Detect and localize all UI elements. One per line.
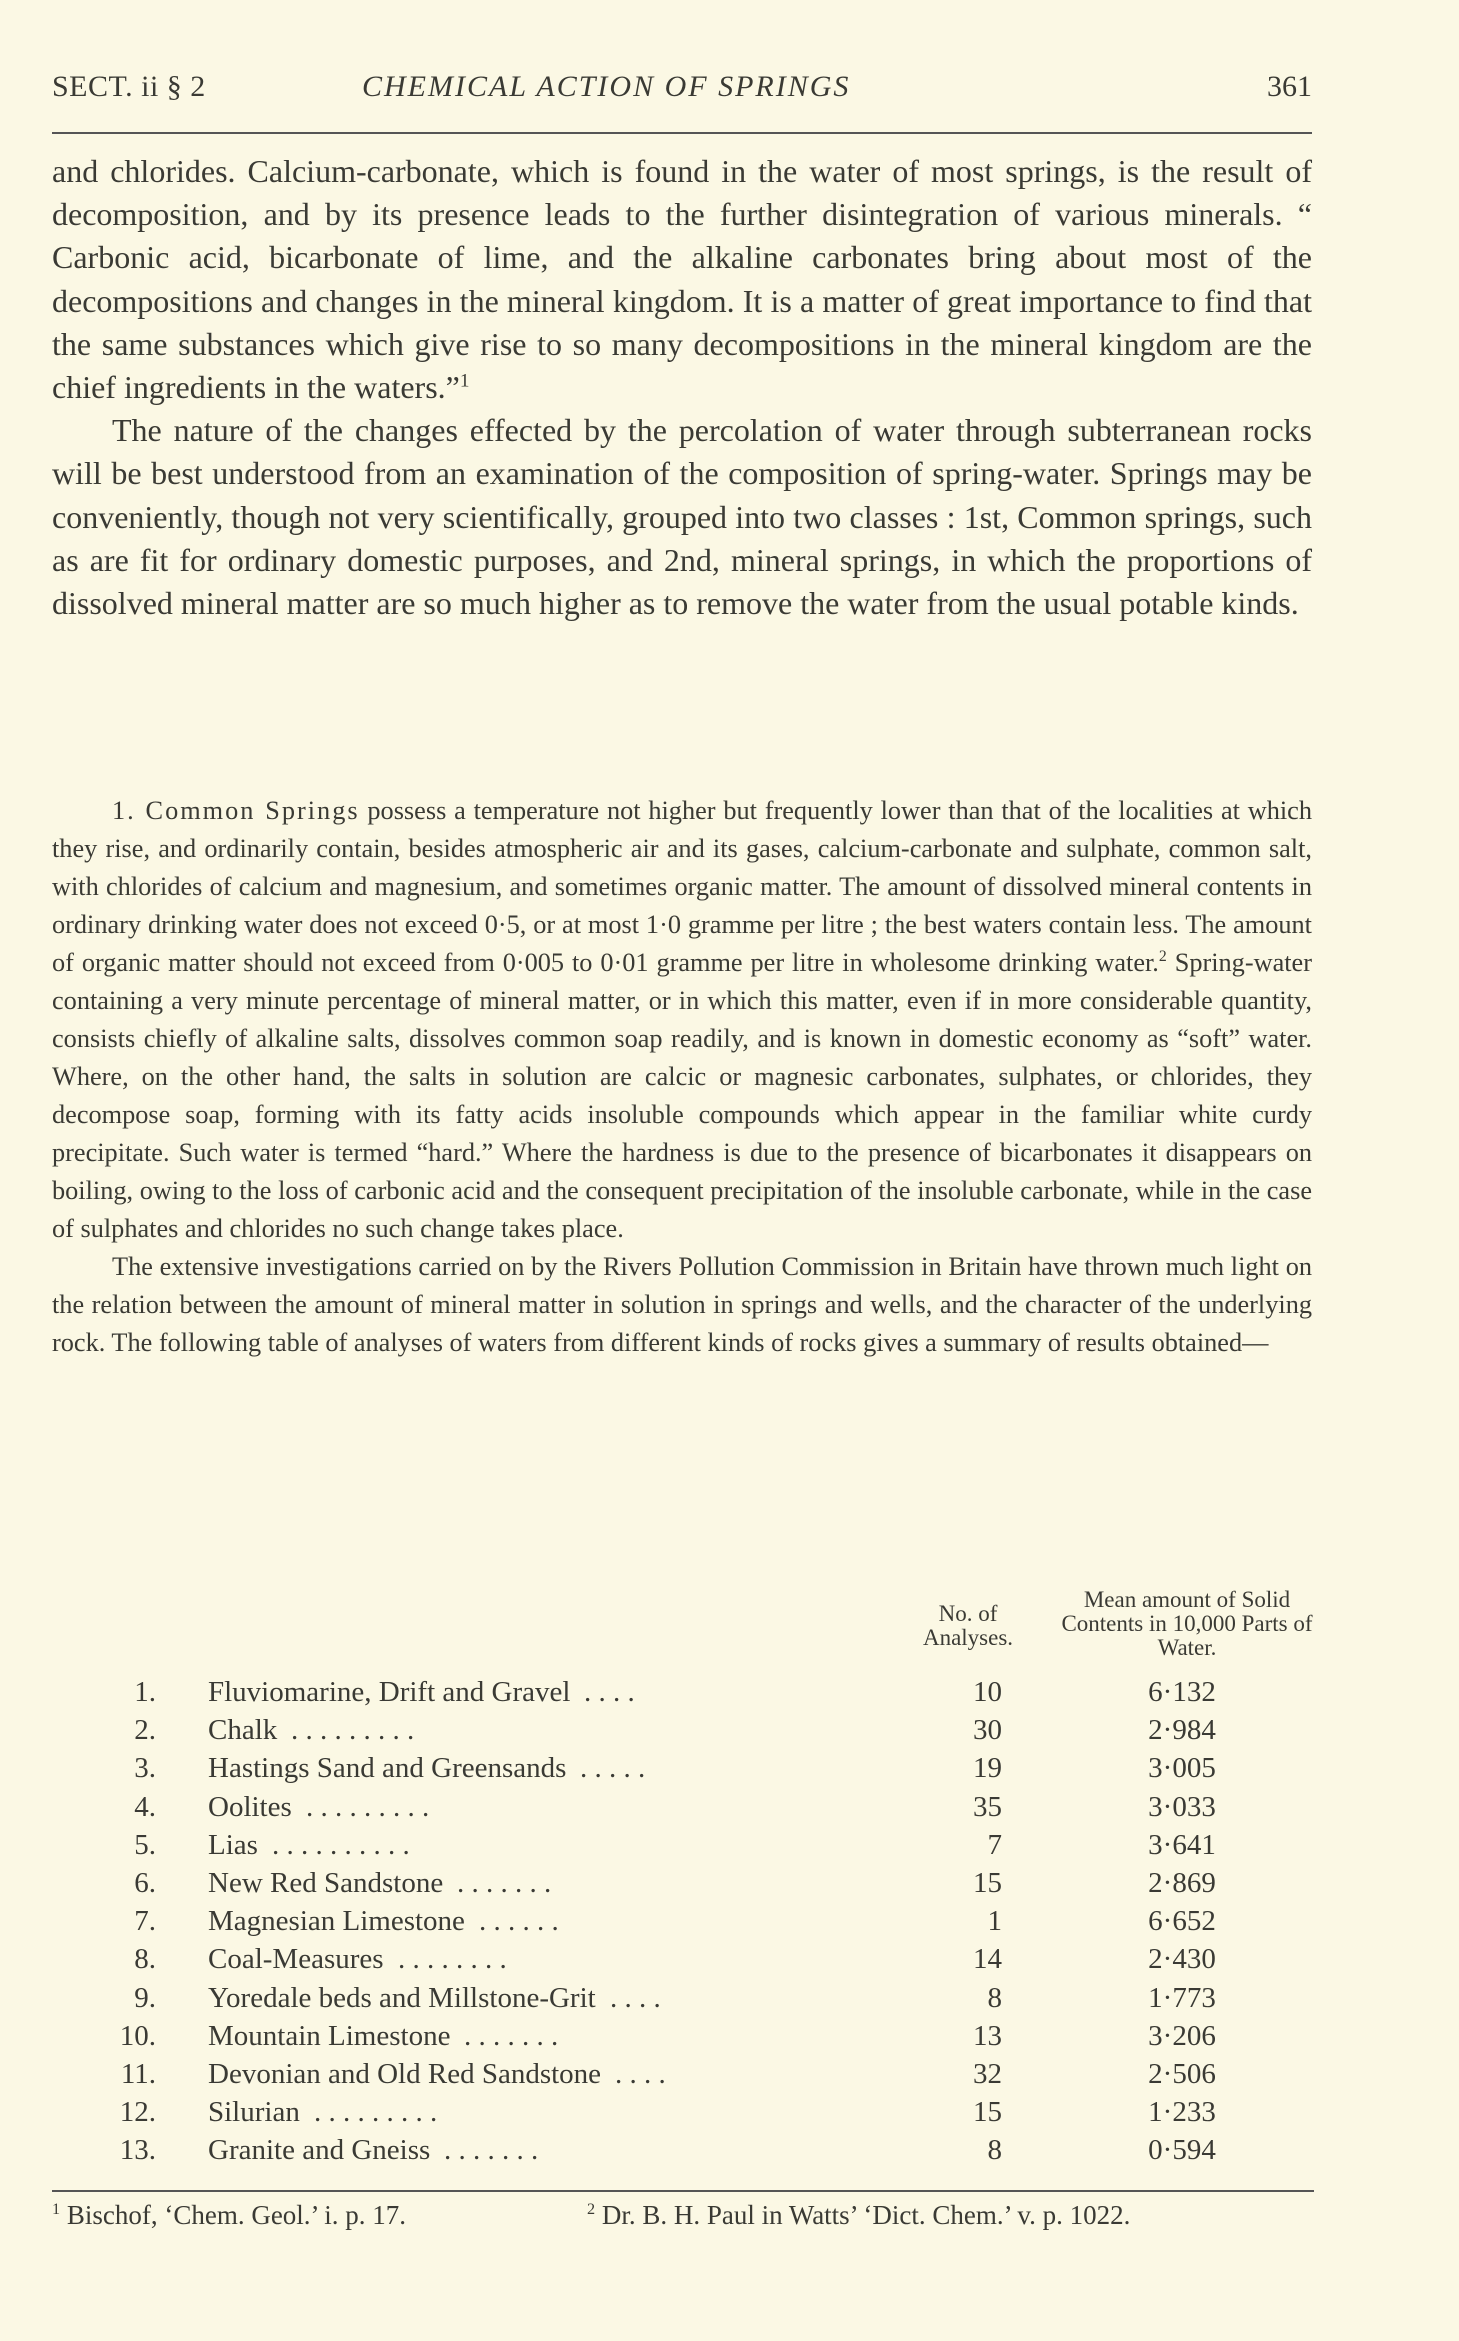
mean-solid-contents: 6·652 [1148, 1905, 1216, 1938]
mean-solid-contents: 2·506 [1148, 2058, 1216, 2090]
mean-solid-contents: 3·005 [1148, 1752, 1216, 1785]
rock-type: Hastings Sand and Greensands [208, 1752, 567, 1785]
analyses-count: 13 [973, 2019, 1002, 2052]
analyses-count: 14 [973, 1943, 1002, 1976]
leader-dots: . . . . . . . . . . [272, 1828, 410, 1861]
rock-type: Coal-Measures [208, 1943, 384, 1976]
small-print-section [52, 792, 1312, 1362]
rock-type: Mountain Limestone [208, 2019, 451, 2052]
paragraph: The nature of the changes effected by the percolation of water through subterranean rocks will be best understood from an examination of the composition of spring-water. Springs may be conveniently, though not very scientifically, grouped into two classes : 1st, Common springs, such as are fit for ordinary domestic purposes, and 2nd, mineral springs, in which the proportions of dissolved mineral matter are so much higher as to remove the water from the usual potable kinds. [52, 412, 1312, 622]
running-head [52, 70, 1312, 110]
table-row [52, 2058, 1312, 2096]
table-row [52, 2020, 1312, 2058]
footnote-1 [52, 2200, 406, 2231]
table-row [52, 1982, 1312, 2020]
mean-solid-contents: 1·773 [1148, 1981, 1216, 2014]
rock-type: Magnesian Limestone [208, 1905, 465, 1938]
table-row [52, 1905, 1312, 1943]
analyses-count: 19 [973, 1752, 1002, 1785]
mean-solid-contents: 1·233 [1148, 2096, 1216, 2129]
mean-solid-contents: 3·206 [1148, 2019, 1216, 2052]
rock-type: Yoredale beds and Millstone-Grit [208, 1981, 596, 2014]
analyses-count: 8 [987, 2134, 1002, 2167]
row-index: 10. [119, 2019, 156, 2052]
leader-dots: . . . . . . . . [398, 1943, 507, 1976]
analyses-count: 10 [973, 1676, 1002, 1708]
leader-dots: . . . . [615, 2058, 666, 2090]
rock-type: Chalk [208, 1714, 278, 1747]
leader-dots: . . . . [610, 1981, 661, 2014]
footnote-2 [587, 2200, 1130, 2231]
table-row [52, 1867, 1312, 1905]
paragraph [52, 150, 1312, 409]
column-header-count: No. of Analyses. [922, 1601, 1014, 1650]
paragraph-text: Spring-water containing a very minute percentage of mineral matter, or in which this matter, even if in more considerable quantity, consists chiefly of alkaline salts, dissolves common soap readily, and is known in domestic economy as “soft” water. Where, on the other hand, the salts in solution are calcic or magnesic carbonates, sulphates, or chlorides, they decompose soap, forming with its fatty acids insoluble compounds which appear in the familiar white curdy precipitate. Such water is termed “hard.” Where the hardness is due to the presence of bicarbonates it disappears on boiling, owing to the loss of carbonic acid and the consequent precipitation of the insoluble carbonate, while in the case of sulphates and chlorides no such change takes place. [52, 948, 1312, 1243]
table-row [52, 1829, 1312, 1867]
main-text [52, 150, 1312, 625]
paragraph-text: and chlorides. Calcium-carbonate, which is found in the water of most springs, is the result of decomposition, and by its presence leads to the further disintegration of various minerals. “ Carbonic acid, bicarbonate of lime, and the alkaline carbonates bring about most of the decompositions and changes in the mineral kingdom. It is a matter of great importance to find that the same substances which give rise to so many decompositions in the mineral kingdom are the chief ingredients in the waters.” [52, 153, 1312, 406]
footnote-ref[interactable]: 2 [1158, 948, 1167, 966]
rock-type: Silurian [208, 2096, 300, 2129]
row-index: 8. [134, 1943, 156, 1976]
rock-type: Devonian and Old Red Sandstone [208, 2058, 602, 2090]
leader-dots: . . . . . . [479, 1905, 559, 1938]
analyses-count: 30 [973, 1714, 1002, 1747]
row-index: 1. [134, 1676, 156, 1708]
table-row [52, 1943, 1312, 1981]
table-row [52, 2096, 1312, 2134]
mean-solid-contents: 3·641 [1148, 1828, 1216, 1861]
rock-type: Granite and Gneiss [208, 2134, 431, 2167]
column-header-mean: Mean amount of Solid Contents in 10,000 Parts of Water. [1061, 1587, 1313, 1660]
rock-type: Lias [208, 1828, 258, 1861]
analyses-count: 1 [987, 1905, 1002, 1938]
rock-type: New Red Sandstone [208, 1867, 444, 1899]
row-index: 5. [134, 1828, 156, 1861]
row-index: 11. [120, 2058, 156, 2090]
row-index: 6. [134, 1867, 156, 1899]
footnote-mark: 2 [587, 2200, 596, 2218]
analyses-count: 15 [973, 2096, 1002, 2129]
footnote-ref[interactable]: 1 [459, 370, 470, 392]
table-row [52, 1791, 1312, 1829]
row-index: 3. [134, 1752, 156, 1785]
header-rule [52, 132, 1312, 134]
table-row [52, 2134, 1312, 2172]
rock-type: Fluviomarine, Drift and Gravel [208, 1676, 571, 1708]
table-row [52, 1752, 1312, 1790]
paragraph-text: possess a temperature not higher but frequently lower than that of the localities at which they rise, and ordinarily contain, besides atmospheric air and its gases, calcium-carbonate and sulphate, common salt, with chlorides of calcium and magnesium, and sometimes organic matter. The amount of dissolved mineral contents in ordinary drinking water does not exceed 0·5, or at most 1·0 gramme per litre ; the best waters contain less. The amount of organic matter should not exceed from 0·005 to 0·01 gramme per litre in wholesome drinking water. [52, 796, 1312, 977]
row-index: 9. [134, 1981, 156, 2014]
table-row [52, 1676, 1312, 1714]
leader-dots: . . . . . . . [464, 2019, 559, 2052]
row-index: 13. [119, 2134, 156, 2167]
analyses-count: 8 [987, 1981, 1002, 2014]
chapter-title: CHEMICAL ACTION OF SPRINGS [362, 70, 851, 103]
mean-solid-contents: 6·132 [1148, 1676, 1216, 1708]
footnote-mark: 1 [52, 2200, 61, 2218]
footnote-text: Dr. B. H. Paul in Watts’ ‘Dict. Chem.’ v. p. 1022. [595, 2200, 1131, 2230]
leader-dots: . . . . . [580, 1752, 646, 1785]
footnote-rule [52, 2190, 1314, 2192]
leader-dots: . . . . . . . . . [306, 1790, 430, 1823]
row-index: 2. [134, 1714, 156, 1747]
analyses-count: 7 [987, 1828, 1002, 1861]
page-number: 361 [1267, 70, 1312, 103]
section-reference: SECT. ii § 2 [52, 70, 206, 103]
leader-dots: . . . . . . . . . [291, 1714, 415, 1747]
mean-solid-contents: 2·869 [1148, 1867, 1216, 1899]
analyses-count: 15 [973, 1867, 1002, 1899]
mean-solid-contents: 2·430 [1148, 1943, 1216, 1976]
paragraph [52, 792, 1312, 1248]
leader-dots: . . . . . . . . . [314, 2096, 438, 2129]
footnote-text: Bischof, ‘Chem. Geol.’ i. p. 17. [60, 2200, 407, 2230]
leader-dots: . . . . . . . [457, 1867, 552, 1899]
mean-solid-contents: 3·033 [1148, 1790, 1216, 1823]
row-index: 12. [119, 2096, 156, 2129]
analyses-count: 32 [973, 2058, 1002, 2090]
row-index: 4. [134, 1790, 156, 1823]
paragraph: The extensive investigations carried on by the Rivers Pollution Commission in Britain have thrown much light on the relation between the amount of mineral matter in solution in springs and wells, and the character of the underlying rock. The following table of analyses of waters from different kinds of rocks gives a summary of results obtained— [52, 1252, 1312, 1357]
mean-solid-contents: 0·594 [1148, 2134, 1216, 2167]
analyses-count: 35 [973, 1790, 1002, 1823]
subsection-heading: 1. Common Springs [112, 796, 360, 825]
row-index: 7. [134, 1905, 156, 1938]
rock-type: Oolites [208, 1790, 292, 1823]
leader-dots: . . . . [584, 1676, 635, 1708]
mean-solid-contents: 2·984 [1148, 1714, 1216, 1747]
leader-dots: . . . . . . . [444, 2134, 539, 2167]
table-row [52, 1714, 1312, 1752]
